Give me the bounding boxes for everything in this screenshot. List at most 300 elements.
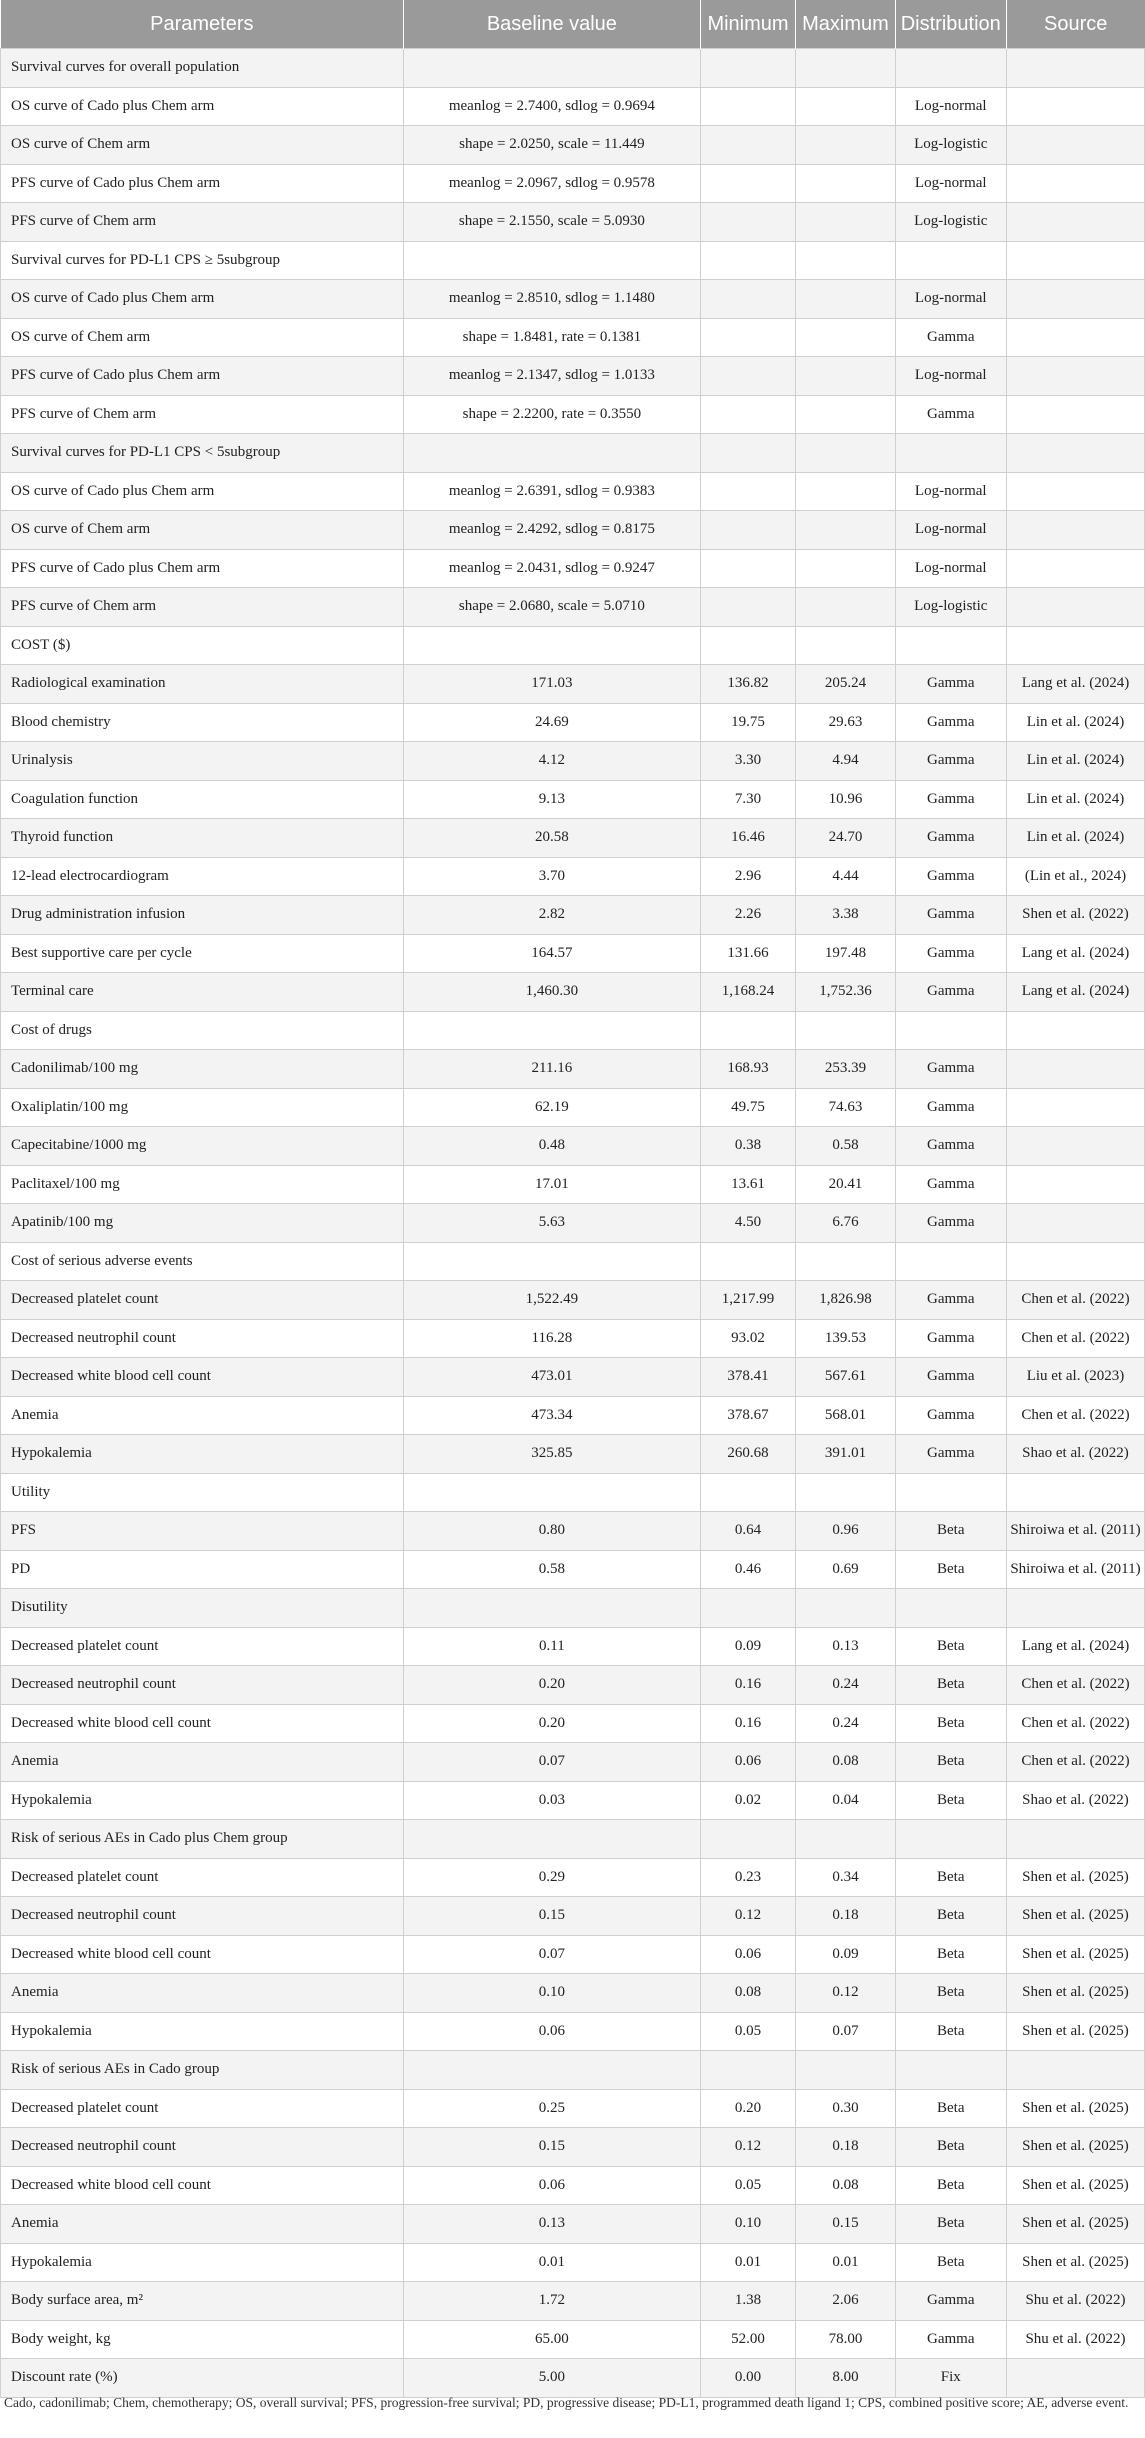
cell-baseline-value: 9.13 (404, 780, 701, 819)
cell-baseline-value: 0.01 (404, 2243, 701, 2282)
cell-distribution: Beta (895, 2166, 1006, 2205)
cell-maximum (796, 1011, 895, 1050)
cell-distribution: Gamma (895, 1088, 1006, 1127)
cell-parameter: PFS (1, 1512, 404, 1551)
cell-source: Lin et al. (2024) (1006, 703, 1144, 742)
cell-distribution: Gamma (895, 703, 1006, 742)
cell-source (1006, 280, 1144, 319)
cell-baseline-value: 473.01 (404, 1358, 701, 1397)
cell-parameter: Utility (1, 1473, 404, 1512)
cell-parameter: Decreased white blood cell count (1, 1704, 404, 1743)
cell-distribution: Gamma (895, 2282, 1006, 2321)
cell-source (1006, 1204, 1144, 1243)
cell-parameter: OS curve of Cado plus Chem arm (1, 87, 404, 126)
cell-baseline-value: 2.82 (404, 896, 701, 935)
cell-parameter: Radiological examination (1, 665, 404, 704)
cell-source: Lin et al. (2024) (1006, 780, 1144, 819)
cell-source (1006, 49, 1144, 88)
table-row (1, 2243, 1145, 2282)
table-row (1, 1473, 1145, 1512)
cell-minimum: 0.20 (700, 2089, 796, 2128)
table-row (1, 1127, 1145, 1166)
table-row (1, 1820, 1145, 1859)
cell-source (1006, 1088, 1144, 1127)
cell-baseline-value: 0.07 (404, 1743, 701, 1782)
cell-parameter: Anemia (1, 2205, 404, 2244)
cell-distribution: Gamma (895, 2320, 1006, 2359)
cell-maximum: 1,826.98 (796, 1281, 895, 1320)
table-row (1, 2012, 1145, 2051)
table-row (1, 1666, 1145, 1705)
cell-minimum: 16.46 (700, 819, 796, 858)
cell-distribution: Log-normal (895, 280, 1006, 319)
cell-maximum: 567.61 (796, 1358, 895, 1397)
cell-maximum (796, 280, 895, 319)
cell-source (1006, 549, 1144, 588)
cell-minimum: 378.67 (700, 1396, 796, 1435)
cell-maximum (796, 87, 895, 126)
table-row (1, 665, 1145, 704)
table-row (1, 2166, 1145, 2205)
table-row (1, 1743, 1145, 1782)
cell-distribution: Beta (895, 1935, 1006, 1974)
cell-baseline-value: 24.69 (404, 703, 701, 742)
cell-source: Chen et al. (2022) (1006, 1743, 1144, 1782)
cell-minimum (700, 87, 796, 126)
cell-maximum (796, 2051, 895, 2090)
table-row (1, 780, 1145, 819)
cell-maximum: 391.01 (796, 1435, 895, 1474)
cell-baseline-value: 5.00 (404, 2359, 701, 2398)
table-row (1, 2205, 1145, 2244)
cell-minimum: 1,168.24 (700, 973, 796, 1012)
table-row (1, 1974, 1145, 2013)
cell-maximum: 0.12 (796, 1974, 895, 2013)
cell-source (1006, 511, 1144, 550)
cell-source (1006, 357, 1144, 396)
cell-distribution: Beta (895, 1897, 1006, 1936)
cell-maximum (796, 318, 895, 357)
cell-parameter: Body surface area, m² (1, 2282, 404, 2321)
cell-baseline-value: 0.20 (404, 1704, 701, 1743)
table-row (1, 934, 1145, 973)
table-row (1, 126, 1145, 165)
cell-baseline-value: 5.63 (404, 1204, 701, 1243)
cell-baseline-value: 0.03 (404, 1781, 701, 1820)
table-row (1, 2320, 1145, 2359)
cell-distribution (895, 1820, 1006, 1859)
cell-baseline-value (404, 1473, 701, 1512)
cell-distribution: Gamma (895, 1204, 1006, 1243)
table-row (1, 1704, 1145, 1743)
cell-maximum: 0.69 (796, 1550, 895, 1589)
table-row (1, 472, 1145, 511)
cell-maximum (796, 357, 895, 396)
cell-baseline-value: meanlog = 2.0967, sdlog = 0.9578 (404, 164, 701, 203)
cell-parameter: Disutility (1, 1589, 404, 1628)
cell-source: Liu et al. (2023) (1006, 1358, 1144, 1397)
cell-baseline-value: shape = 2.2200, rate = 0.3550 (404, 395, 701, 434)
cell-parameter: Cadonilimab/100 mg (1, 1050, 404, 1089)
table-row (1, 1935, 1145, 1974)
table-row (1, 1781, 1145, 1820)
cell-distribution: Gamma (895, 1165, 1006, 1204)
cell-minimum (700, 511, 796, 550)
cell-minimum (700, 1242, 796, 1281)
cell-parameter: Risk of serious AEs in Cado group (1, 2051, 404, 2090)
cell-distribution: Log-logistic (895, 203, 1006, 242)
cell-distribution: Beta (895, 1781, 1006, 1820)
cell-minimum: 0.01 (700, 2243, 796, 2282)
cell-baseline-value: 473.34 (404, 1396, 701, 1435)
cell-source (1006, 1011, 1144, 1050)
cell-minimum (700, 318, 796, 357)
cell-parameter: Decreased white blood cell count (1, 2166, 404, 2205)
cell-parameter: Decreased white blood cell count (1, 1358, 404, 1397)
cell-parameter: Hypokalemia (1, 1781, 404, 1820)
cell-minimum: 0.38 (700, 1127, 796, 1166)
cell-distribution: Gamma (895, 819, 1006, 858)
cell-minimum (700, 1589, 796, 1628)
table-row (1, 49, 1145, 88)
cell-parameter: 12-lead electrocardiogram (1, 857, 404, 896)
cell-distribution: Gamma (895, 742, 1006, 781)
cell-baseline-value: 0.20 (404, 1666, 701, 1705)
cell-source: Lang et al. (2024) (1006, 934, 1144, 973)
table-row (1, 241, 1145, 280)
header-parameters: Parameters (1, 0, 404, 49)
cell-source (1006, 1050, 1144, 1089)
cell-baseline-value: shape = 2.0680, scale = 5.0710 (404, 588, 701, 627)
cell-distribution: Log-normal (895, 87, 1006, 126)
cell-maximum: 6.76 (796, 1204, 895, 1243)
cell-parameter: PFS curve of Chem arm (1, 588, 404, 627)
cell-maximum: 4.94 (796, 742, 895, 781)
cell-source: Shen et al. (2025) (1006, 2205, 1144, 2244)
cell-parameter: OS curve of Chem arm (1, 126, 404, 165)
cell-baseline-value (404, 626, 701, 665)
cell-parameter: PFS curve of Cado plus Chem arm (1, 164, 404, 203)
cell-maximum (796, 241, 895, 280)
cell-maximum: 0.01 (796, 2243, 895, 2282)
cell-maximum: 29.63 (796, 703, 895, 742)
cell-minimum (700, 1011, 796, 1050)
cell-minimum: 0.00 (700, 2359, 796, 2398)
cell-baseline-value (404, 2051, 701, 2090)
cell-parameter: Coagulation function (1, 780, 404, 819)
cell-distribution: Gamma (895, 934, 1006, 973)
cell-minimum: 0.16 (700, 1704, 796, 1743)
cell-parameter: OS curve of Chem arm (1, 318, 404, 357)
cell-baseline-value: 20.58 (404, 819, 701, 858)
cell-distribution: Beta (895, 2205, 1006, 2244)
cell-baseline-value: 3.70 (404, 857, 701, 896)
table-row (1, 1242, 1145, 1281)
cell-parameter: Discount rate (%) (1, 2359, 404, 2398)
cell-minimum: 0.08 (700, 1974, 796, 2013)
table-row (1, 896, 1145, 935)
table-footnote: Cado, cadonilimab; Chem, chemotherapy; OS, overall survival; PFS, progression-free survival; PD, progressive disease; PD-L1, programmed death ligand 1; CPS, combined positive score; AE, adverse event. (4, 2395, 1129, 2410)
cell-parameter: PFS curve of Cado plus Chem arm (1, 357, 404, 396)
cell-minimum: 0.12 (700, 1897, 796, 1936)
cell-maximum: 0.09 (796, 1935, 895, 1974)
cell-parameter: PFS curve of Cado plus Chem arm (1, 549, 404, 588)
cell-distribution: Gamma (895, 1319, 1006, 1358)
cell-baseline-value (404, 1011, 701, 1050)
cell-distribution: Gamma (895, 318, 1006, 357)
cell-parameter: OS curve of Cado plus Chem arm (1, 280, 404, 319)
cell-parameter: Anemia (1, 1974, 404, 2013)
cell-minimum: 0.05 (700, 2012, 796, 2051)
cell-maximum: 0.18 (796, 1897, 895, 1936)
cell-minimum: 0.10 (700, 2205, 796, 2244)
cell-parameter: Cost of drugs (1, 1011, 404, 1050)
cell-minimum (700, 549, 796, 588)
cell-baseline-value (404, 434, 701, 473)
table-row (1, 1011, 1145, 1050)
cell-distribution: Beta (895, 1743, 1006, 1782)
cell-source (1006, 434, 1144, 473)
cell-maximum: 8.00 (796, 2359, 895, 2398)
cell-minimum (700, 2051, 796, 2090)
cell-source: Chen et al. (2022) (1006, 1281, 1144, 1320)
cell-parameter: PFS curve of Chem arm (1, 203, 404, 242)
cell-parameter: Decreased white blood cell count (1, 1935, 404, 1974)
cell-minimum (700, 164, 796, 203)
cell-baseline-value: shape = 1.8481, rate = 0.1381 (404, 318, 701, 357)
cell-maximum: 2.06 (796, 2282, 895, 2321)
cell-baseline-value: 62.19 (404, 1088, 701, 1127)
cell-baseline-value: 0.07 (404, 1935, 701, 1974)
cell-maximum (796, 49, 895, 88)
cell-source (1006, 203, 1144, 242)
cell-baseline-value: shape = 2.1550, scale = 5.0930 (404, 203, 701, 242)
cell-distribution: Beta (895, 2089, 1006, 2128)
cell-source: Shen et al. (2025) (1006, 1974, 1144, 2013)
cell-baseline-value: 1,460.30 (404, 973, 701, 1012)
cell-parameter: Cost of serious adverse events (1, 1242, 404, 1281)
cell-maximum (796, 626, 895, 665)
cell-maximum: 139.53 (796, 1319, 895, 1358)
table-row (1, 1319, 1145, 1358)
cell-parameter: Decreased neutrophil count (1, 1897, 404, 1936)
cell-distribution: Log-normal (895, 511, 1006, 550)
cell-distribution (895, 1011, 1006, 1050)
cell-baseline-value: 0.10 (404, 1974, 701, 2013)
cell-source: Shen et al. (2025) (1006, 1897, 1144, 1936)
cell-maximum: 24.70 (796, 819, 895, 858)
cell-parameter: Risk of serious AEs in Cado plus Chem group (1, 1820, 404, 1859)
cell-parameter: Decreased neutrophil count (1, 1319, 404, 1358)
cell-maximum (796, 511, 895, 550)
cell-maximum: 0.34 (796, 1858, 895, 1897)
table-row (1, 511, 1145, 550)
cell-source (1006, 2051, 1144, 2090)
cell-baseline-value: 0.15 (404, 2128, 701, 2167)
cell-distribution: Beta (895, 1704, 1006, 1743)
table-row (1, 280, 1145, 319)
cell-distribution: Gamma (895, 395, 1006, 434)
header-minimum: Minimum (700, 0, 796, 49)
cell-source (1006, 87, 1144, 126)
cell-minimum (700, 280, 796, 319)
table-row (1, 549, 1145, 588)
table-row (1, 1589, 1145, 1628)
cell-parameter: Decreased neutrophil count (1, 2128, 404, 2167)
cell-distribution: Gamma (895, 1127, 1006, 1166)
cell-minimum (700, 49, 796, 88)
cell-distribution: Beta (895, 2243, 1006, 2282)
cell-parameter: Urinalysis (1, 742, 404, 781)
cell-distribution: Log-normal (895, 549, 1006, 588)
cell-minimum: 0.09 (700, 1627, 796, 1666)
cell-baseline-value: 0.48 (404, 1127, 701, 1166)
cell-parameter: Survival curves for PD-L1 CPS < 5subgroup (1, 434, 404, 473)
cell-source: Shen et al. (2025) (1006, 2012, 1144, 2051)
cell-minimum (700, 1473, 796, 1512)
table-row (1, 1358, 1145, 1397)
cell-source: Lang et al. (2024) (1006, 1627, 1144, 1666)
cell-minimum: 0.64 (700, 1512, 796, 1551)
cell-baseline-value: 0.58 (404, 1550, 701, 1589)
cell-source (1006, 241, 1144, 280)
cell-source: Shen et al. (2025) (1006, 1858, 1144, 1897)
cell-parameter: Apatinib/100 mg (1, 1204, 404, 1243)
table-row (1, 742, 1145, 781)
table-row (1, 857, 1145, 896)
cell-source: Shen et al. (2025) (1006, 2128, 1144, 2167)
cell-maximum: 0.07 (796, 2012, 895, 2051)
cell-minimum: 168.93 (700, 1050, 796, 1089)
cell-distribution (895, 241, 1006, 280)
cell-distribution (895, 2051, 1006, 2090)
cell-distribution: Gamma (895, 665, 1006, 704)
table-row (1, 1204, 1145, 1243)
cell-baseline-value: meanlog = 2.0431, sdlog = 0.9247 (404, 549, 701, 588)
cell-source (1006, 1127, 1144, 1166)
cell-maximum (796, 1820, 895, 1859)
cell-distribution (895, 626, 1006, 665)
cell-minimum (700, 1820, 796, 1859)
cell-distribution (895, 1242, 1006, 1281)
cell-minimum: 3.30 (700, 742, 796, 781)
cell-maximum (796, 203, 895, 242)
cell-maximum (796, 549, 895, 588)
cell-maximum: 0.24 (796, 1704, 895, 1743)
table-row (1, 203, 1145, 242)
cell-baseline-value: meanlog = 2.8510, sdlog = 1.1480 (404, 280, 701, 319)
cell-source: Lang et al. (2024) (1006, 973, 1144, 1012)
cell-baseline-value: 4.12 (404, 742, 701, 781)
cell-minimum: 0.06 (700, 1935, 796, 1974)
cell-distribution: Beta (895, 1627, 1006, 1666)
cell-distribution: Gamma (895, 857, 1006, 896)
cell-distribution (895, 1589, 1006, 1628)
cell-distribution: Gamma (895, 1281, 1006, 1320)
cell-source (1006, 1820, 1144, 1859)
cell-baseline-value: 65.00 (404, 2320, 701, 2359)
cell-distribution: Gamma (895, 1435, 1006, 1474)
cell-parameter: Capecitabine/1000 mg (1, 1127, 404, 1166)
cell-minimum: 378.41 (700, 1358, 796, 1397)
cell-maximum: 0.08 (796, 1743, 895, 1782)
cell-distribution: Log-normal (895, 472, 1006, 511)
cell-minimum: 52.00 (700, 2320, 796, 2359)
cell-minimum: 131.66 (700, 934, 796, 973)
cell-source (1006, 164, 1144, 203)
cell-distribution: Beta (895, 1512, 1006, 1551)
cell-minimum: 1,217.99 (700, 1281, 796, 1320)
cell-distribution: Fix (895, 2359, 1006, 2398)
cell-minimum: 0.16 (700, 1666, 796, 1705)
cell-source: (Lin et al., 2024) (1006, 857, 1144, 896)
cell-maximum: 0.58 (796, 1127, 895, 1166)
cell-maximum: 568.01 (796, 1396, 895, 1435)
cell-source: Shiroiwa et al. (2011) (1006, 1512, 1144, 1551)
cell-minimum: 1.38 (700, 2282, 796, 2321)
table-row (1, 1088, 1145, 1127)
cell-distribution (895, 434, 1006, 473)
cell-maximum (796, 434, 895, 473)
cell-maximum: 0.30 (796, 2089, 895, 2128)
cell-source (1006, 1589, 1144, 1628)
cell-source: Shu et al. (2022) (1006, 2320, 1144, 2359)
cell-minimum: 0.12 (700, 2128, 796, 2167)
table-row (1, 2089, 1145, 2128)
cell-parameter: Hypokalemia (1, 2243, 404, 2282)
cell-baseline-value: 0.06 (404, 2012, 701, 2051)
cell-distribution: Beta (895, 1974, 1006, 2013)
header-source: Source (1006, 0, 1144, 49)
cell-baseline-value: 1,522.49 (404, 1281, 701, 1320)
cell-baseline-value: meanlog = 2.1347, sdlog = 1.0133 (404, 357, 701, 396)
cell-distribution: Gamma (895, 1396, 1006, 1435)
cell-distribution: Gamma (895, 780, 1006, 819)
cell-baseline-value: 0.13 (404, 2205, 701, 2244)
cell-source: Chen et al. (2022) (1006, 1704, 1144, 1743)
cell-maximum: 197.48 (796, 934, 895, 973)
cell-parameter: Decreased neutrophil count (1, 1666, 404, 1705)
cell-maximum: 1,752.36 (796, 973, 895, 1012)
cell-distribution: Beta (895, 1550, 1006, 1589)
cell-source: Shiroiwa et al. (2011) (1006, 1550, 1144, 1589)
table-row (1, 2128, 1145, 2167)
cell-source: Shen et al. (2025) (1006, 2089, 1144, 2128)
cell-minimum: 0.06 (700, 1743, 796, 1782)
cell-minimum: 0.23 (700, 1858, 796, 1897)
cell-minimum: 2.26 (700, 896, 796, 935)
cell-maximum: 78.00 (796, 2320, 895, 2359)
cell-minimum: 7.30 (700, 780, 796, 819)
cell-parameter: PD (1, 1550, 404, 1589)
cell-maximum: 205.24 (796, 665, 895, 704)
cell-parameter: Hypokalemia (1, 1435, 404, 1474)
table-row (1, 1281, 1145, 1320)
cell-baseline-value: shape = 2.0250, scale = 11.449 (404, 126, 701, 165)
cell-source (1006, 318, 1144, 357)
table-header-row (1, 0, 1145, 49)
cell-maximum: 74.63 (796, 1088, 895, 1127)
cell-minimum (700, 472, 796, 511)
cell-baseline-value: 0.06 (404, 2166, 701, 2205)
cell-source: Lin et al. (2024) (1006, 819, 1144, 858)
cell-source: Shen et al. (2025) (1006, 2243, 1144, 2282)
cell-minimum: 0.02 (700, 1781, 796, 1820)
cell-parameter: Blood chemistry (1, 703, 404, 742)
cell-distribution: Beta (895, 2012, 1006, 2051)
table-row (1, 1396, 1145, 1435)
cell-maximum: 0.96 (796, 1512, 895, 1551)
